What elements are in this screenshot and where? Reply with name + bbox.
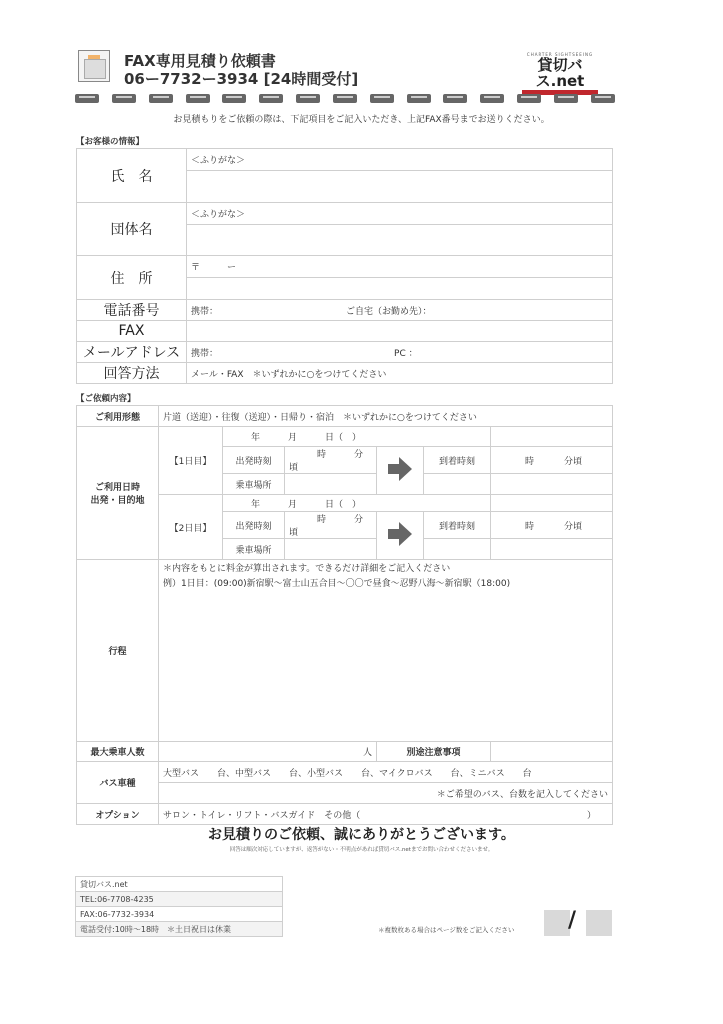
phone-home-label: ご自宅（お勤め先）： <box>346 306 432 317</box>
day1-label: 【1日目】 <box>159 427 223 495</box>
bus-icon <box>259 94 283 103</box>
group-furigana-field[interactable]: ＜ふりがな＞ <box>187 203 613 225</box>
day1-depart-label: 出発時刻 <box>223 447 285 474</box>
day2-pickup-label: 乗車場所 <box>223 539 285 560</box>
document-title: FAX専用見積り依頼書 <box>124 52 276 70</box>
bus-icon <box>112 94 136 103</box>
customer-table <box>76 148 613 384</box>
hour-label: 時 <box>525 456 535 467</box>
email-label: メールアドレス <box>77 342 187 363</box>
phone-label: 電話番号 <box>77 300 187 321</box>
page-total-box[interactable] <box>586 910 612 936</box>
destination-label-text: 出発・目的地 <box>90 496 145 506</box>
reply-method-label: 回答方法 <box>77 363 187 384</box>
day2-pickup-field[interactable] <box>285 539 377 560</box>
day1-depart-time-field[interactable] <box>285 447 377 474</box>
intro-text: お見積もりをご依頼の際は、下記項目をご記入いただき、上記FAX番号までお送りください。 <box>173 115 550 125</box>
bus-icon <box>370 94 394 103</box>
fax-field[interactable] <box>187 321 613 342</box>
option-label: オプション <box>77 804 159 825</box>
max-passengers-field[interactable] <box>159 742 377 762</box>
day-label: 日（ ） <box>325 433 362 443</box>
day1-arrive-time-field[interactable] <box>491 447 613 474</box>
options-text: サロン・トイレ・リフト・バスガイド その他（ <box>163 810 361 821</box>
page-current-box[interactable] <box>544 910 570 936</box>
section-customer-title: 【お客様の情報】 <box>76 137 145 147</box>
section-request-title: 【ご依頼内容】 <box>76 394 136 404</box>
passengers-unit: 人 <box>362 748 372 758</box>
postal-field[interactable]: 〒 ー <box>187 256 613 278</box>
page-count-note: ＊複数枚ある場合はページ数をご記入ください <box>378 926 515 934</box>
minute-label: 分頃 <box>289 450 364 473</box>
bus-types-field[interactable]: 大型バス 台、中型バス 台、小型バス 台、マイクロバス 台、ミニバス 台 <box>159 762 613 783</box>
contact-hours: 電話受付:10時～18時 ＊土日祝日は休業 <box>76 922 283 937</box>
bus-icon <box>443 94 467 103</box>
logo-tagline: CHARTER SIGHTSEEING <box>526 52 594 57</box>
fax-label: FAX <box>77 321 187 342</box>
day1-date-field[interactable] <box>223 427 491 447</box>
options-close: ） <box>586 810 596 821</box>
notes-label: 別途注意事項 <box>377 742 491 762</box>
email-mobile-label: 携帯： <box>191 348 219 359</box>
bus-icon-row <box>75 94 615 104</box>
itinerary-field[interactable] <box>159 560 613 742</box>
bus-icon <box>75 94 99 103</box>
datetime-label <box>77 427 159 560</box>
bus-icon <box>186 94 210 103</box>
email-pc-label: PC ： <box>394 348 418 359</box>
thanks-heading: お見積りのご依頼、誠にありがとうございます。 <box>208 827 515 843</box>
options-field[interactable] <box>159 804 613 825</box>
day2-arrive-time-field[interactable] <box>491 512 613 539</box>
month-label: 月 <box>288 499 298 510</box>
bus-icon <box>480 94 504 103</box>
day2-destination-field[interactable] <box>424 539 491 560</box>
notes-field[interactable] <box>491 742 613 762</box>
bus-icon <box>407 94 431 103</box>
day-label: 日（ ） <box>325 499 362 510</box>
day2-date-extra[interactable] <box>491 495 613 512</box>
fax-machine-icon <box>78 50 110 82</box>
day1-pickup-label: 乗車場所 <box>223 474 285 495</box>
name-furigana-field[interactable]: ＜ふりがな＞ <box>187 149 613 171</box>
hour-label: 時 <box>317 450 327 460</box>
itinerary-note: ＊内容をもとに料金が算出されます。できるだけ詳細をご記入ください <box>163 564 451 574</box>
itinerary-example: 例）1日目：(09:00)新宿駅～富士山五合目～〇〇で昼食～忍野八海～新宿駅（18:00) <box>163 579 511 589</box>
datetime-label-text: ご利用日時 <box>94 483 140 493</box>
usage-options[interactable]: 片道（送迎）・往復（送迎）・日帰り・宿泊 ＊いずれかに○をつけてください <box>159 406 613 427</box>
contact-company: 貸切バス.net <box>76 877 283 892</box>
bus-icon <box>149 94 173 103</box>
bus-icon <box>517 94 541 103</box>
email-field[interactable] <box>187 342 613 363</box>
phone-mobile-label: 携帯： <box>191 306 219 317</box>
group-field[interactable] <box>187 225 613 256</box>
day2-label: 【2日目】 <box>159 495 223 560</box>
day1-destination-extra[interactable] <box>491 474 613 495</box>
itinerary-label: 行程 <box>77 560 159 742</box>
brand-logo <box>514 52 606 90</box>
bus-icon <box>296 94 320 103</box>
year-label: 年 <box>251 433 261 443</box>
day1-date-extra[interactable] <box>491 427 613 447</box>
day1-arrive-label: 到着時刻 <box>424 447 491 474</box>
fax-number: 06ー7732ー3934 [24時間受付] <box>124 70 359 88</box>
month-label: 月 <box>288 433 298 443</box>
contact-box <box>75 876 283 937</box>
day2-depart-label: 出発時刻 <box>223 512 285 539</box>
contact-fax: FAX:06-7732-3934 <box>76 907 283 922</box>
address-field[interactable] <box>187 278 613 300</box>
thanks-subtext: 回答は順次対応していますが、返答がない・不明点があれば貸切バス.netまでお問い合わせくださいませ。 <box>229 847 494 853</box>
name-label: 氏 名 <box>77 149 187 203</box>
page-slash: / <box>568 908 577 933</box>
reply-method-options[interactable]: メール・FAX ＊いずれかに○をつけてください <box>187 363 613 384</box>
bus-icon <box>333 94 357 103</box>
day2-date-field[interactable] <box>223 495 491 512</box>
arrow-right-icon <box>377 512 424 560</box>
contact-tel: TEL:06-7708-4235 <box>76 892 283 907</box>
bus-type-note: ＊ご希望のバス、台数を記入してください <box>159 783 613 804</box>
day1-pickup-field[interactable] <box>285 474 377 495</box>
max-passengers-label: 最大乗車人数 <box>77 742 159 762</box>
day2-destination-extra[interactable] <box>491 539 613 560</box>
day2-depart-time-field[interactable] <box>285 512 377 539</box>
address-label: 住 所 <box>77 256 187 300</box>
bus-icon <box>222 94 246 103</box>
arrow-right-icon <box>377 447 424 495</box>
request-table <box>76 405 613 825</box>
usage-label: ご利用形態 <box>77 406 159 427</box>
day1-destination-field[interactable] <box>424 474 491 495</box>
bus-icon <box>554 94 578 103</box>
bus-type-label: バス車種 <box>77 762 159 804</box>
minute-label: 分頃 <box>564 456 583 467</box>
logo-name: 貸切バス.net <box>535 56 585 90</box>
year-label: 年 <box>251 499 261 510</box>
minute-label: 分頃 <box>564 521 583 532</box>
group-label: 団体名 <box>77 203 187 256</box>
bus-icon <box>591 94 615 103</box>
name-field[interactable] <box>187 171 613 203</box>
hour-label: 時 <box>317 515 327 525</box>
minute-label: 分頃 <box>289 515 364 538</box>
day2-arrive-label: 到着時刻 <box>424 512 491 539</box>
phone-field[interactable] <box>187 300 613 321</box>
hour-label: 時 <box>525 521 535 532</box>
